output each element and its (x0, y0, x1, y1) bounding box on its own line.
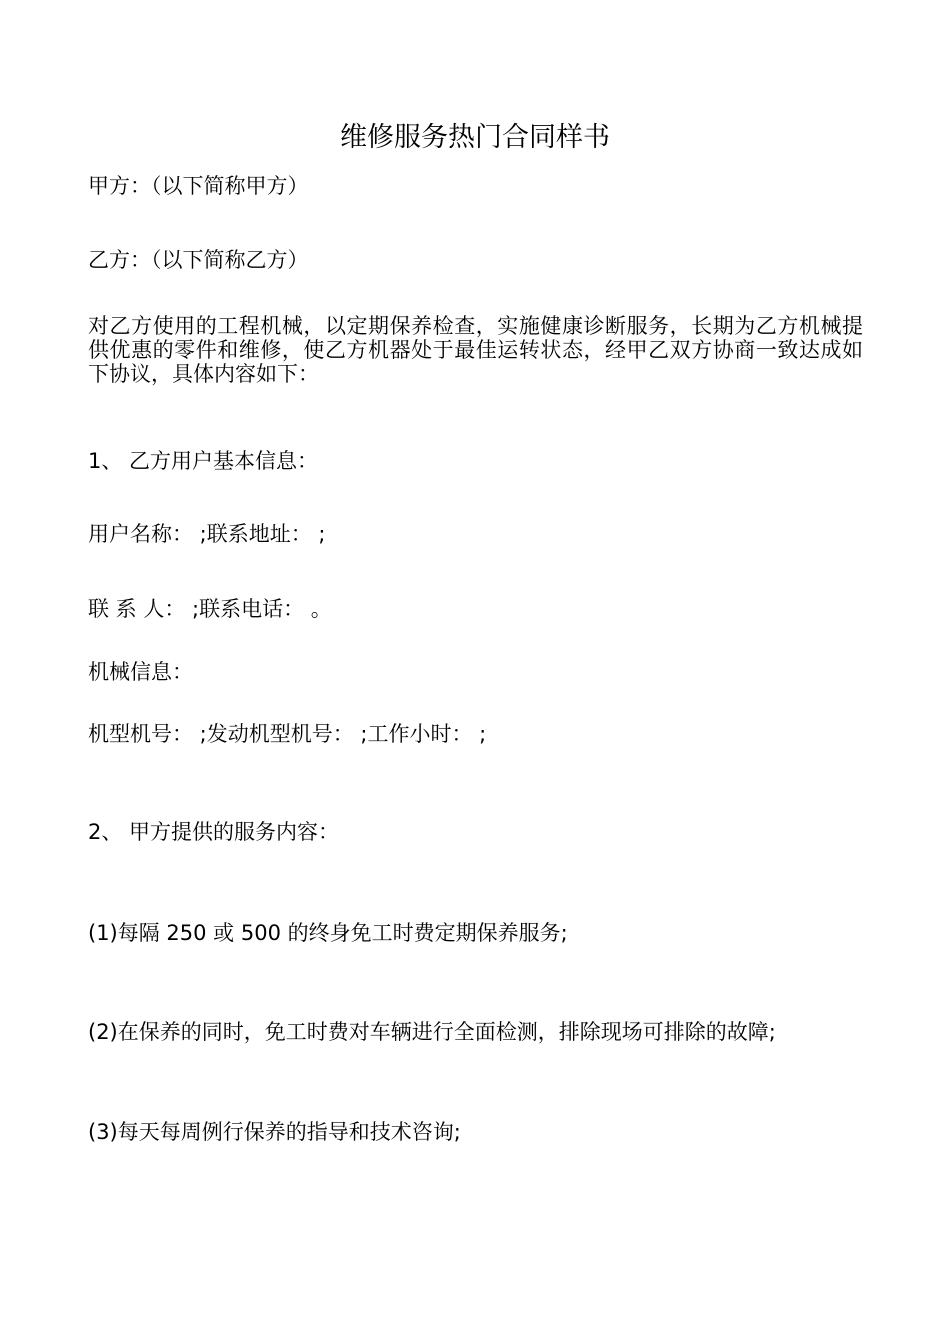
section-2-heading: 2、 甲方提供的服务内容： (88, 820, 340, 844)
document-title: 维修服务热门合同样书 (340, 122, 610, 153)
section-1-heading: 1、 乙方用户基本信息： (88, 449, 319, 473)
party-a-line: 甲方：（以下简称甲方） (88, 174, 309, 198)
machine-info-heading: 机械信息： (88, 660, 193, 684)
machine-info-line: 机型机号： ;发动机型机号： ;工作小时： ; (88, 722, 487, 746)
party-b-line: 乙方：（以下简称乙方） (88, 248, 309, 272)
service-item: (3)每天每周例行保养的指导和技术咨询; (88, 1120, 461, 1144)
contact-info-line: 联 系 人： ;联系电话： 。 (88, 597, 332, 621)
service-item: (2)在保养的同时，免工时费对车辆进行全面检测，排除现场可排除的故障; (88, 1020, 776, 1044)
intro-paragraph: 对乙方使用的工程机械，以定期保养检查，实施健康诊断服务，长期为乙方机械提供优惠的零件和维修，使乙方机器处于最佳运转状态，经甲乙双方协商一致达成如下协议，具体内容如下： (88, 314, 863, 386)
user-info-line: 用户名称： ;联系地址： ; (88, 522, 326, 546)
service-item: (1)每隔 250 或 500 的终身免工时费定期保养服务; (88, 921, 568, 945)
